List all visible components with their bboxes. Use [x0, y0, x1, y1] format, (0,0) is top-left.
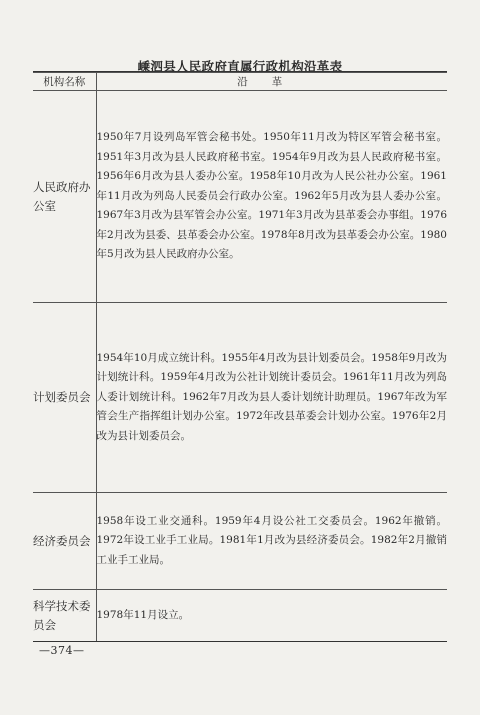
table-row — [33, 303, 447, 493]
org-history-cell: 1978年11月设立。 — [96, 590, 447, 642]
table-row — [33, 91, 447, 303]
org-history-cell: 1950年7月设列岛军管会秘书处。1950年11月改为特区军管会秘书室。1951年3月改为县人民政府秘书室。1954年9月改为县人民政府秘书室。1956年6月改为县人委办公室。1958年10月改为人民公社办公室。1961年11月改为列岛人民委员会行政办公室。1962年5月改为县人委办公室。1967年3月改为县军管会办公室。1971年3月改为县革委会办事组。1976年2月改为县委、县革委会办公室。1978年8月改为县革委会办公室。1980年5月改为县人民政府办公室。 — [96, 91, 447, 303]
history-table — [33, 72, 447, 642]
page-title: 嵊泗县人民政府直属行政机构沿革表 — [137, 59, 343, 74]
org-name-cell: 科学技术委员会 — [33, 590, 96, 642]
header-org-name: 机构名称 — [33, 73, 96, 91]
org-history-cell: 1958年设工业交通科。1959年4月设公社工交委员会。1962年撤销。1972年设工业手工业局。1981年1月改为县经济委员会。1982年2月撤销工业手工业局。 — [96, 493, 447, 590]
table-header-row — [33, 73, 447, 91]
header-history: 沿革 — [96, 73, 447, 91]
org-history-cell: 1954年10月成立统计科。1955年4月改为县计划委员会。1958年9月改为计划统计科。1959年4月改为公社计划统计委员会。1961年11月改为列岛人委计划统计科。1962年7月改为县人委计划统计助理员。1967年改为军管会生产指挥组计划办公室。1972年改县革委会计划办公室。1976年2月改为县计划委员会。 — [96, 303, 447, 493]
table-row — [33, 493, 447, 590]
org-name-cell: 人民政府办公室 — [33, 91, 96, 303]
table-row — [33, 590, 447, 642]
org-name-cell: 计划委员会 — [33, 303, 96, 493]
page-number: —374— — [39, 644, 85, 657]
org-name-cell: 经济委员会 — [33, 493, 96, 590]
